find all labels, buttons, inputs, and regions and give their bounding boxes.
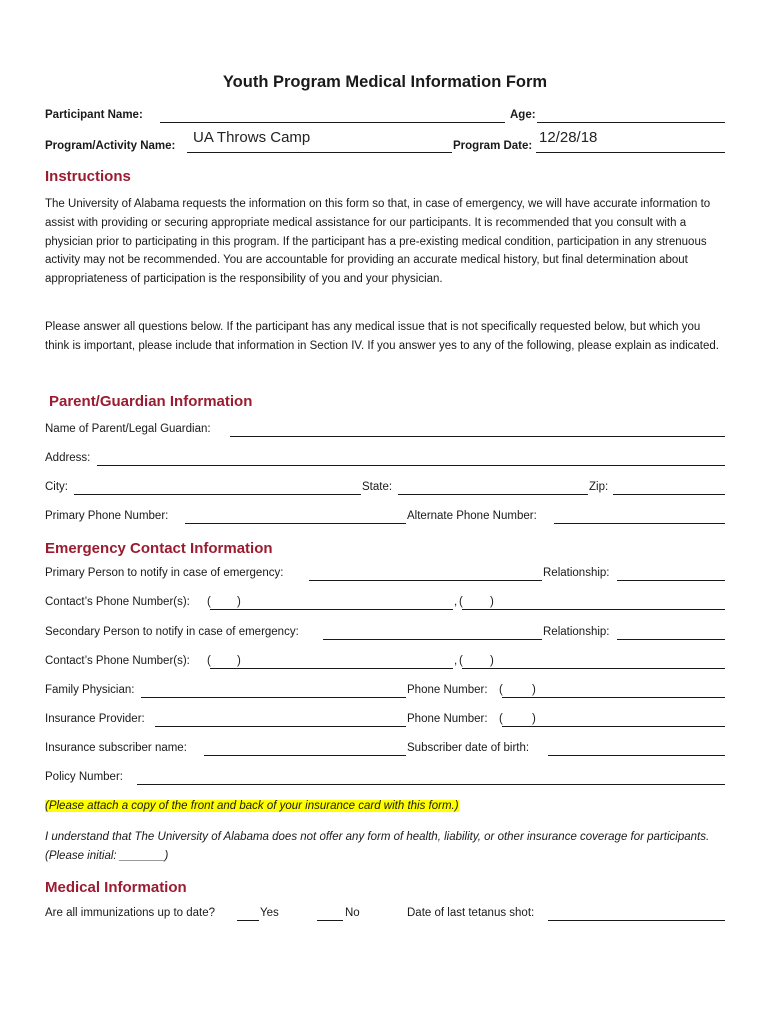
immunizations-no-blank[interactable] [317, 920, 343, 921]
subscriber-name-field[interactable] [204, 755, 406, 756]
parent-heading: Parent/Guardian Information [49, 393, 253, 410]
physician-phone-label: Phone Number: [407, 684, 488, 696]
contact-phone-label-1: Contact’s Phone Number(s): [45, 596, 190, 608]
insurance-phone-field[interactable] [502, 726, 725, 727]
subscriber-name-label: Insurance subscriber name: [45, 742, 187, 754]
relationship-label-1: Relationship: [543, 567, 610, 579]
instructions-paragraph-1: The University of Alabama requests the information on this form so that, in case of emergency, we will have accurate information to assist with providing or securing appropriate medical assistance for our participants. It is recommended that you consult with a physician prior to participating in this program. If the participant has a pre-existing medical condition, participation in any strenuous activity may not be recommended. You are accountable for providing an accurate medical history, but final determination about appropriateness of participation is the responsibility of you and your physician. [45, 198, 711, 286]
primary-phone-field[interactable] [185, 523, 406, 524]
open-paren-2a: ( [207, 655, 211, 667]
zip-field[interactable] [613, 494, 725, 495]
close-paren-2a: ) [237, 655, 241, 667]
secondary-person-field[interactable] [323, 639, 542, 640]
relationship-field-2[interactable] [617, 639, 725, 640]
guardian-name-field[interactable] [230, 436, 725, 437]
emergency-heading: Emergency Contact Information [45, 540, 273, 557]
subscriber-dob-label: Subscriber date of birth: [407, 742, 530, 754]
comma-2: , [454, 655, 458, 667]
state-field[interactable] [398, 494, 588, 495]
open-paren-4: ( [499, 713, 503, 725]
policy-number-label: Policy Number: [45, 771, 123, 783]
comma-1: , [454, 596, 458, 608]
contact-phone-field-2b[interactable] [462, 668, 725, 669]
address-label: Address: [45, 452, 91, 464]
relationship-label-2: Relationship: [543, 626, 610, 638]
primary-person-label: Primary Person to notify in case of emergency: [45, 567, 284, 579]
yes-label: Yes [260, 907, 279, 919]
physician-phone-field[interactable] [502, 697, 725, 698]
immunizations-label: Are all immunizations up to date? [45, 907, 216, 919]
program-value: UA Throws Camp [193, 129, 311, 146]
city-label: City: [45, 481, 68, 493]
participant-name-label: Participant Name: [45, 109, 143, 121]
insurance-card-note: (Please attach a copy of the front and back of your insurance card with this form.) [45, 800, 459, 812]
alternate-phone-field[interactable] [554, 523, 725, 524]
contact-phone-field-1b[interactable] [462, 609, 725, 610]
program-date-field[interactable] [536, 152, 725, 153]
open-paren-1a: ( [207, 596, 211, 608]
instructions-heading: Instructions [45, 168, 131, 185]
close-paren-1b: ) [490, 596, 494, 608]
medical-heading: Medical Information [45, 879, 187, 896]
form-title: Youth Program Medical Information Form [222, 73, 548, 91]
insurance-phone-label: Phone Number: [407, 713, 488, 725]
subscriber-dob-field[interactable] [548, 755, 725, 756]
relationship-field-1[interactable] [617, 580, 725, 581]
zip-label: Zip: [589, 481, 609, 493]
tetanus-label: Date of last tetanus shot: [407, 907, 535, 919]
close-paren-1a: ) [237, 596, 241, 608]
program-date-label: Program Date: [453, 140, 533, 152]
family-physician-label: Family Physician: [45, 684, 135, 696]
close-paren-3: ) [532, 684, 536, 696]
immunizations-yes-blank[interactable] [237, 920, 259, 921]
state-label: State: [362, 481, 393, 493]
program-field[interactable] [187, 152, 452, 153]
primary-phone-label: Primary Phone Number: [45, 510, 169, 522]
participant-name-field[interactable] [160, 122, 505, 123]
program-label: Program/Activity Name: [45, 140, 176, 152]
contact-phone-field-2a[interactable] [210, 668, 453, 669]
guardian-name-label: Name of Parent/Legal Guardian: [45, 423, 211, 435]
primary-person-field[interactable] [309, 580, 542, 581]
close-paren-4: ) [532, 713, 536, 725]
secondary-person-label: Secondary Person to notify in case of emergency: [45, 626, 299, 638]
city-field[interactable] [74, 494, 361, 495]
insurance-provider-field[interactable] [155, 726, 406, 727]
program-date-value: 12/28/18 [539, 129, 598, 146]
contact-phone-field-1a[interactable] [210, 609, 453, 610]
open-paren-1b: ( [459, 596, 463, 608]
instructions-paragraph-2: Please answer all questions below. If the participant has any medical issue that is not specifically requested below, but which you think is important, please include that information in Section IV. If you answer yes to any of the following, please explain as indicated. [45, 321, 719, 352]
family-physician-field[interactable] [141, 697, 406, 698]
policy-number-field[interactable] [137, 784, 725, 785]
alternate-phone-label: Alternate Phone Number: [407, 510, 537, 522]
age-field[interactable] [537, 122, 725, 123]
address-field[interactable] [97, 465, 725, 466]
tetanus-date-field[interactable] [548, 920, 725, 921]
insurance-disclaimer: I understand that The University of Alabama does not offer any form of health, liability, or other insurance coverage for participants. (Please initial: _______) [45, 831, 710, 862]
age-label: Age: [510, 109, 536, 121]
close-paren-2b: ) [490, 655, 494, 667]
insurance-provider-label: Insurance Provider: [45, 713, 145, 725]
open-paren-3: ( [499, 684, 503, 696]
no-label: No [345, 907, 360, 919]
open-paren-2b: ( [459, 655, 463, 667]
contact-phone-label-2: Contact’s Phone Number(s): [45, 655, 190, 667]
